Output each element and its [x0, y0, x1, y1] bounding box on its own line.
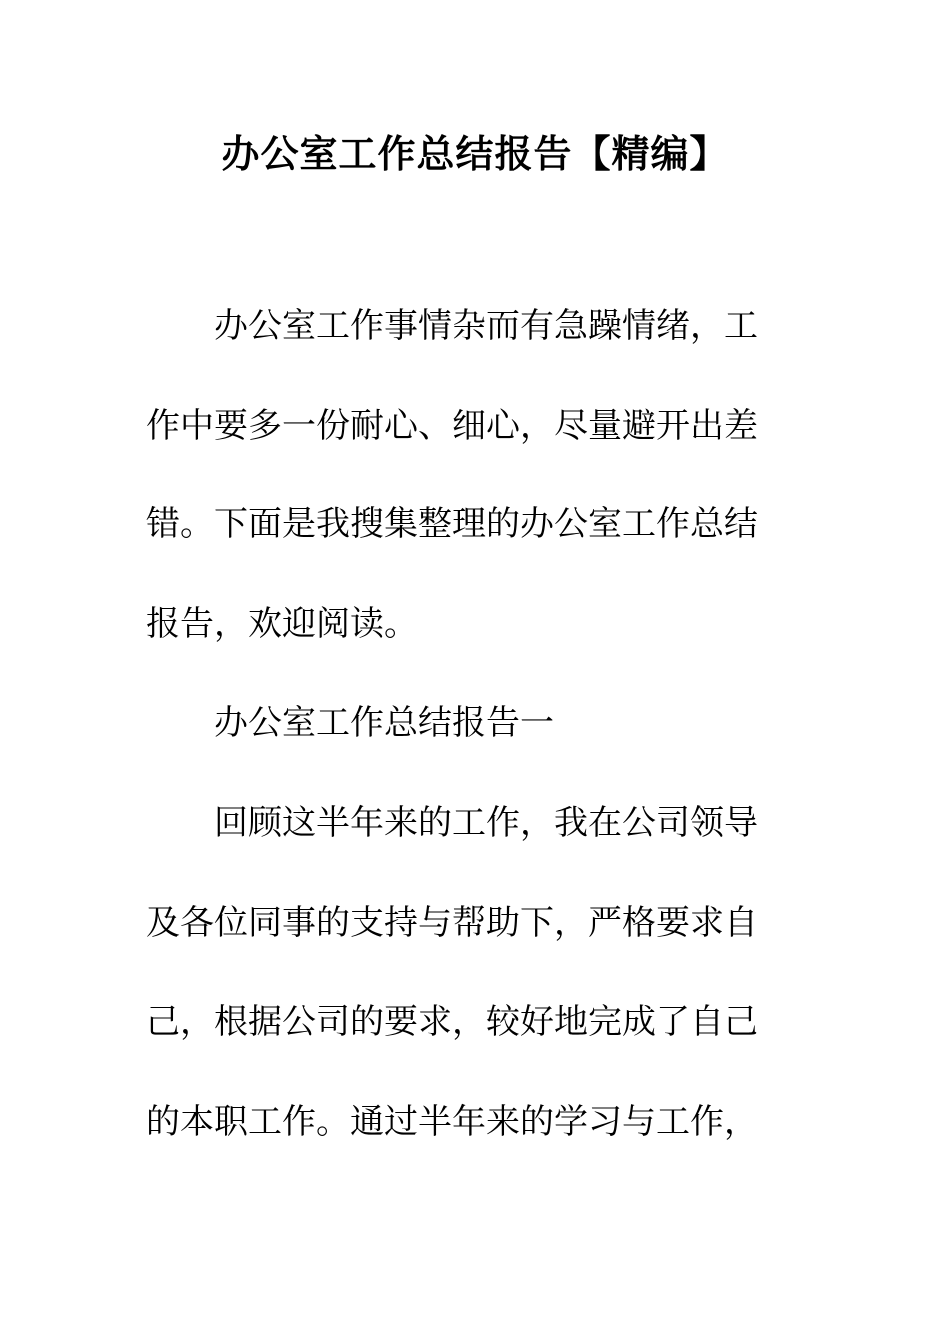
body-paragraph-line-1: 回顾这半年来的工作，我在公司领导	[214, 803, 758, 843]
intro-paragraph-line-3: 错。下面是我搜集整理的办公室工作总结	[146, 504, 758, 544]
section-heading: 办公室工作总结报告一	[214, 703, 554, 743]
intro-paragraph-line-4: 报告，欢迎阅读。	[146, 604, 418, 644]
body-paragraph-line-3: 己，根据公司的要求，较好地完成了自己	[146, 1002, 758, 1042]
intro-paragraph-line-1: 办公室工作事情杂而有急躁情绪，工	[214, 306, 758, 346]
intro-paragraph-line-2: 作中要多一份耐心、细心，尽量避开出差	[146, 406, 758, 446]
document-title: 办公室工作总结报告【精编】	[221, 132, 729, 176]
body-paragraph-line-2: 及各位同事的支持与帮助下，严格要求自	[146, 903, 758, 943]
body-paragraph-line-4: 的本职工作。通过半年来的学习与工作，	[146, 1102, 758, 1142]
